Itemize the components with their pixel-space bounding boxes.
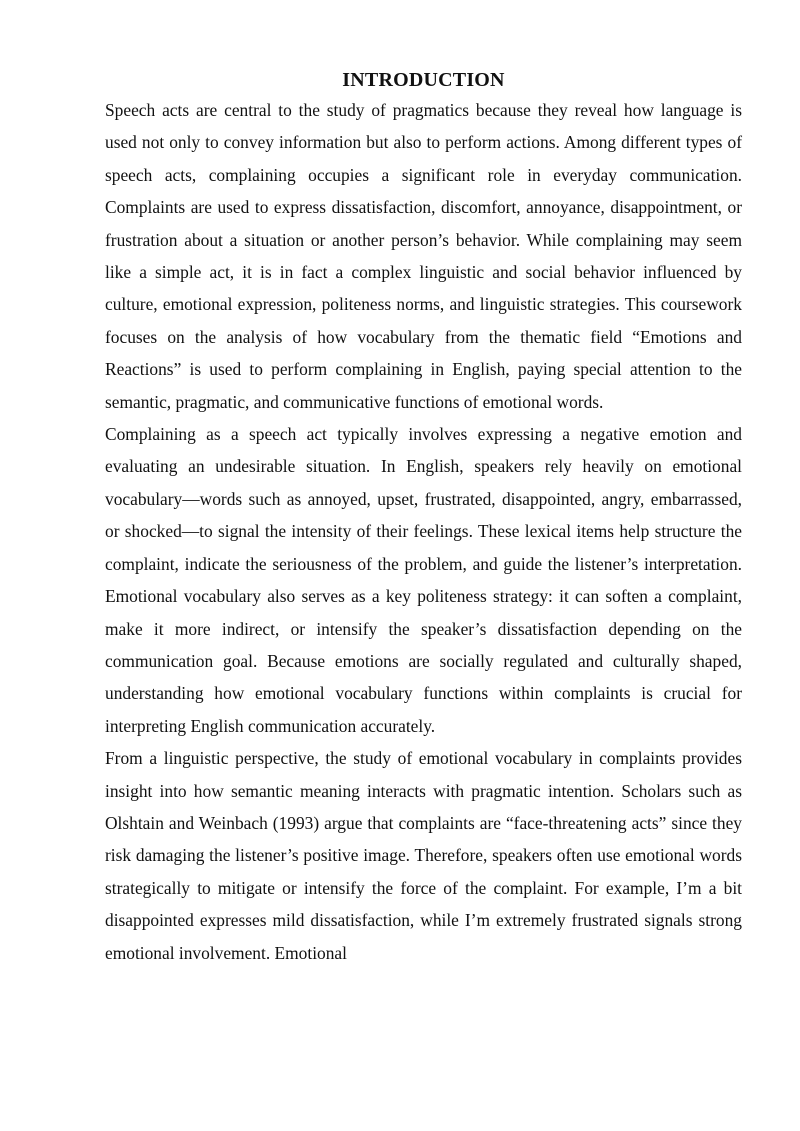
paragraph-3: From a linguistic perspective, the study of emotional vocabulary in complaints provides insight into how semantic meaning interacts with pragmatic intention. Scholars such as Olshtain and Weinbach (1993) argue that complaints are “face-threatening acts” since they risk damaging the listener’s positive image. Therefore, speakers often use emotional words strategically to mitigate or intensify the force of the complaint. For example, I’m a bit disappointed expresses mild dissatisfaction, while I’m extremely frustrated signals strong emotional involvement. Emotional — [105, 748, 742, 963]
paragraph-2: Complaining as a speech act typically involves expressing a negative emotion and evaluating an undesirable situation. In English, speakers rely heavily on emotional vocabulary—words such as annoyed, upset, frustrated, disappointed, angry, embarrassed, or shocked—to signal the intensity of their feelings. These lexical items help structure the complaint, indicate the seriousness of the problem, and guide the listener’s interpretation. Emotional vocabulary also serves as a key politeness strategy: it can soften a complaint, make it more indirect, or intensify the speaker’s dissatisfaction depending on the communication goal. Because emotions are socially regulated and culturally shaped, understanding how emotional vocabulary functions within complaints is crucial for interpreting English communication accurately. — [105, 424, 742, 736]
page-title: INTRODUCTION — [342, 69, 505, 91]
document-body — [105, 66, 742, 969]
paragraph-1: Speech acts are central to the study of pragmatics because they reveal how language is used not only to convey information but also to perform actions. Among different types of speech acts, complaining occupies a significant role in everyday communication. Complaints are used to express dissatisfaction, discomfort, annoyance, disappointment, or frustration about a situation or another person’s behavior. While complaining may seem like a simple act, it is in fact a complex linguistic and social behavior influenced by culture, emotional expression, politeness norms, and linguistic strategies. This coursework focuses on the analysis of how vocabulary from the thematic field “Emotions and Reactions” is used to perform complaining in English, paying special attention to the semantic, pragmatic, and communicative functions of emotional words. — [105, 100, 742, 412]
